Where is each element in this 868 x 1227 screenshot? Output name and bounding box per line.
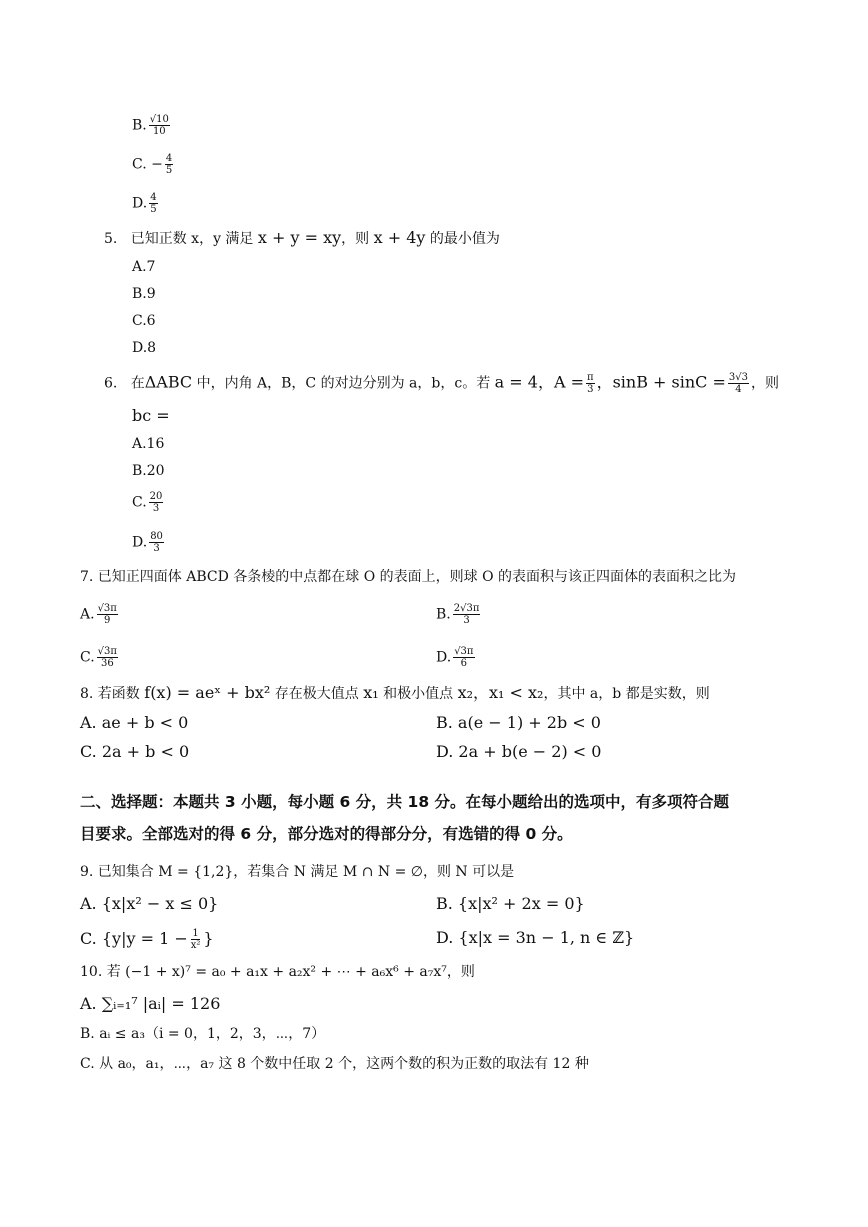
numerator: 1 (192, 928, 199, 939)
section-heading-line1: 二、选择题：本题共 3 小题，每小题 6 分，共 18 分。在每小题给出的选项中，有多项符合题 (80, 793, 730, 811)
q6-option-b: B.20 (132, 463, 165, 479)
stem-text: 8. 若函数 (80, 686, 140, 702)
q9-option-a: A. {x|x² − x ≤ 0} (80, 894, 219, 913)
denominator: 3 (463, 615, 470, 626)
numerator: √3π (454, 646, 474, 657)
q6-option-c (132, 491, 165, 514)
q6-stem-line2: bc = (132, 406, 170, 425)
q7-option-b (436, 603, 482, 626)
numerator: √10 (149, 114, 169, 125)
option-label: A. (80, 606, 95, 623)
q9-option-d: D. {x|x = 3n − 1, n ∈ ℤ} (436, 928, 635, 947)
stem-text: 存在极大值点 (274, 686, 359, 702)
q6-option-a: A.16 (132, 436, 165, 452)
q8-option-a: A. ae + b < 0 (80, 713, 189, 732)
option-label: C. (132, 494, 147, 511)
q5-option-a: A.7 (132, 259, 156, 275)
numerator: √3π (97, 603, 117, 614)
option-label: C. (80, 649, 95, 666)
q8-option-b: B. a(e − 1) + 2b < 0 (436, 713, 601, 732)
q5-option-d: D.8 (132, 340, 157, 356)
denominator: 5 (150, 204, 157, 215)
minus-sign: − (151, 156, 163, 173)
denominator: 5 (165, 165, 173, 176)
fraction (149, 531, 164, 554)
question-number: 6. (104, 375, 118, 392)
math-expression: x + 4y (373, 228, 426, 247)
option-label: D. (436, 649, 452, 666)
denominator: 4 (735, 384, 742, 395)
math-expression: x₂，x₁ < x₂ (457, 683, 544, 702)
numerator: 80 (150, 531, 163, 542)
q5-option-c: C.6 (132, 313, 156, 329)
q9-stem: 9. 已知集合 M = {1,2}，若集合 N 满足 M ∩ N = ∅，则 N 可以是 (80, 864, 515, 880)
math-expression: x₁ (363, 683, 379, 702)
fraction (453, 646, 474, 669)
fraction (453, 603, 481, 626)
q4-option-c (132, 153, 175, 176)
option-text: } (203, 929, 214, 948)
numerator: √3π (97, 646, 117, 657)
numerator: 4 (165, 153, 173, 164)
q4-option-b (132, 114, 172, 137)
stem-text: ，其中 a，b 都是实数，则 (543, 686, 710, 702)
denominator: x² (190, 940, 201, 951)
numerator: 20 (149, 491, 163, 502)
fraction (586, 372, 595, 395)
option-label: C. (132, 156, 147, 173)
stem-text: 中，内角 A，B，C 的对边分别为 a，b，c。若 (196, 375, 491, 392)
stem-text: ，则 (341, 231, 370, 247)
question-number: 5. (104, 231, 118, 247)
denominator: 10 (152, 126, 166, 137)
q4-option-d (132, 192, 160, 215)
denominator: 36 (100, 658, 114, 669)
q7-option-d (436, 646, 477, 669)
fraction (165, 153, 173, 176)
q9-option-b: B. {x|x² + 2x = 0} (436, 894, 585, 913)
q6-option-d (132, 531, 166, 554)
fraction (728, 372, 749, 395)
numerator: 4 (150, 192, 157, 203)
q10-option-c: C. 从 a₀，a₁，⋯，a₇ 这 8 个数中任取 2 个，这两个数的积为正数的取法有 12 种 (80, 1056, 589, 1072)
denominator: 3 (153, 543, 160, 554)
numerator: 3√3 (728, 372, 749, 383)
q8-option-d: D. 2a + b(e − 2) < 0 (436, 742, 602, 761)
math-expression: ，sinB + sinC = (596, 372, 726, 392)
math-expression: a = 4，A = (494, 372, 584, 392)
stem-text: 已知正数 x，y 满足 (130, 231, 254, 247)
section-heading-line2: 目要求。全部选对的得 6 分，部分选对的得部分分，有选错的得 0 分。 (80, 825, 573, 843)
q5-option-b: B.9 (132, 286, 156, 302)
stem-text: 的最小值为 (429, 231, 500, 247)
math-expression: x + y = xy (257, 228, 342, 247)
denominator: 9 (104, 615, 111, 626)
q5-stem (104, 228, 500, 249)
math-expression: ΔABC (144, 372, 193, 392)
q10-stem: 10. 若 (−1 + x)⁷ = a₀ + a₁x + a₂x² + ⋯ + a₆x⁶ + a₇x⁷，则 (80, 964, 475, 980)
q10-option-b: B. aᵢ ≤ a₃（i = 0，1，2，3，⋯，7） (80, 1026, 326, 1042)
fraction (190, 928, 202, 951)
q10-option-a: A. ∑ᵢ₌₁⁷ |aᵢ| = 126 (80, 994, 221, 1013)
q8-stem (80, 683, 710, 704)
q7-option-c (80, 646, 120, 669)
q9-option-c (80, 928, 214, 951)
fraction (149, 192, 157, 215)
q8-option-c: C. 2a + b < 0 (80, 742, 190, 761)
fraction (149, 491, 164, 514)
math-expression: f(x) = aeˣ + bx² (144, 683, 271, 702)
option-label: D. (132, 195, 148, 212)
q7-option-a (80, 603, 120, 626)
option-label: B. (132, 117, 147, 134)
option-label: D. (132, 534, 148, 551)
denominator: 3 (587, 384, 594, 395)
numerator: π (587, 372, 594, 383)
stem-text: ，则 (751, 375, 780, 392)
q6-stem (104, 372, 779, 395)
option-label: B. (436, 606, 451, 623)
q7-stem: 7. 已知正四面体 ABCD 各条棱的中点都在球 O 的表面上，则球 O 的表面积与该正四面体的表面积之比为 (80, 569, 737, 585)
denominator: 3 (152, 503, 160, 514)
option-text: C. {y|y = 1 − (80, 929, 188, 948)
fraction (149, 114, 170, 137)
denominator: 6 (460, 658, 468, 669)
numerator: 2√3π (453, 603, 480, 614)
fraction (97, 603, 118, 626)
stem-text: 和极小值点 (383, 686, 454, 702)
fraction (97, 646, 118, 669)
stem-text: 在 (130, 375, 145, 392)
